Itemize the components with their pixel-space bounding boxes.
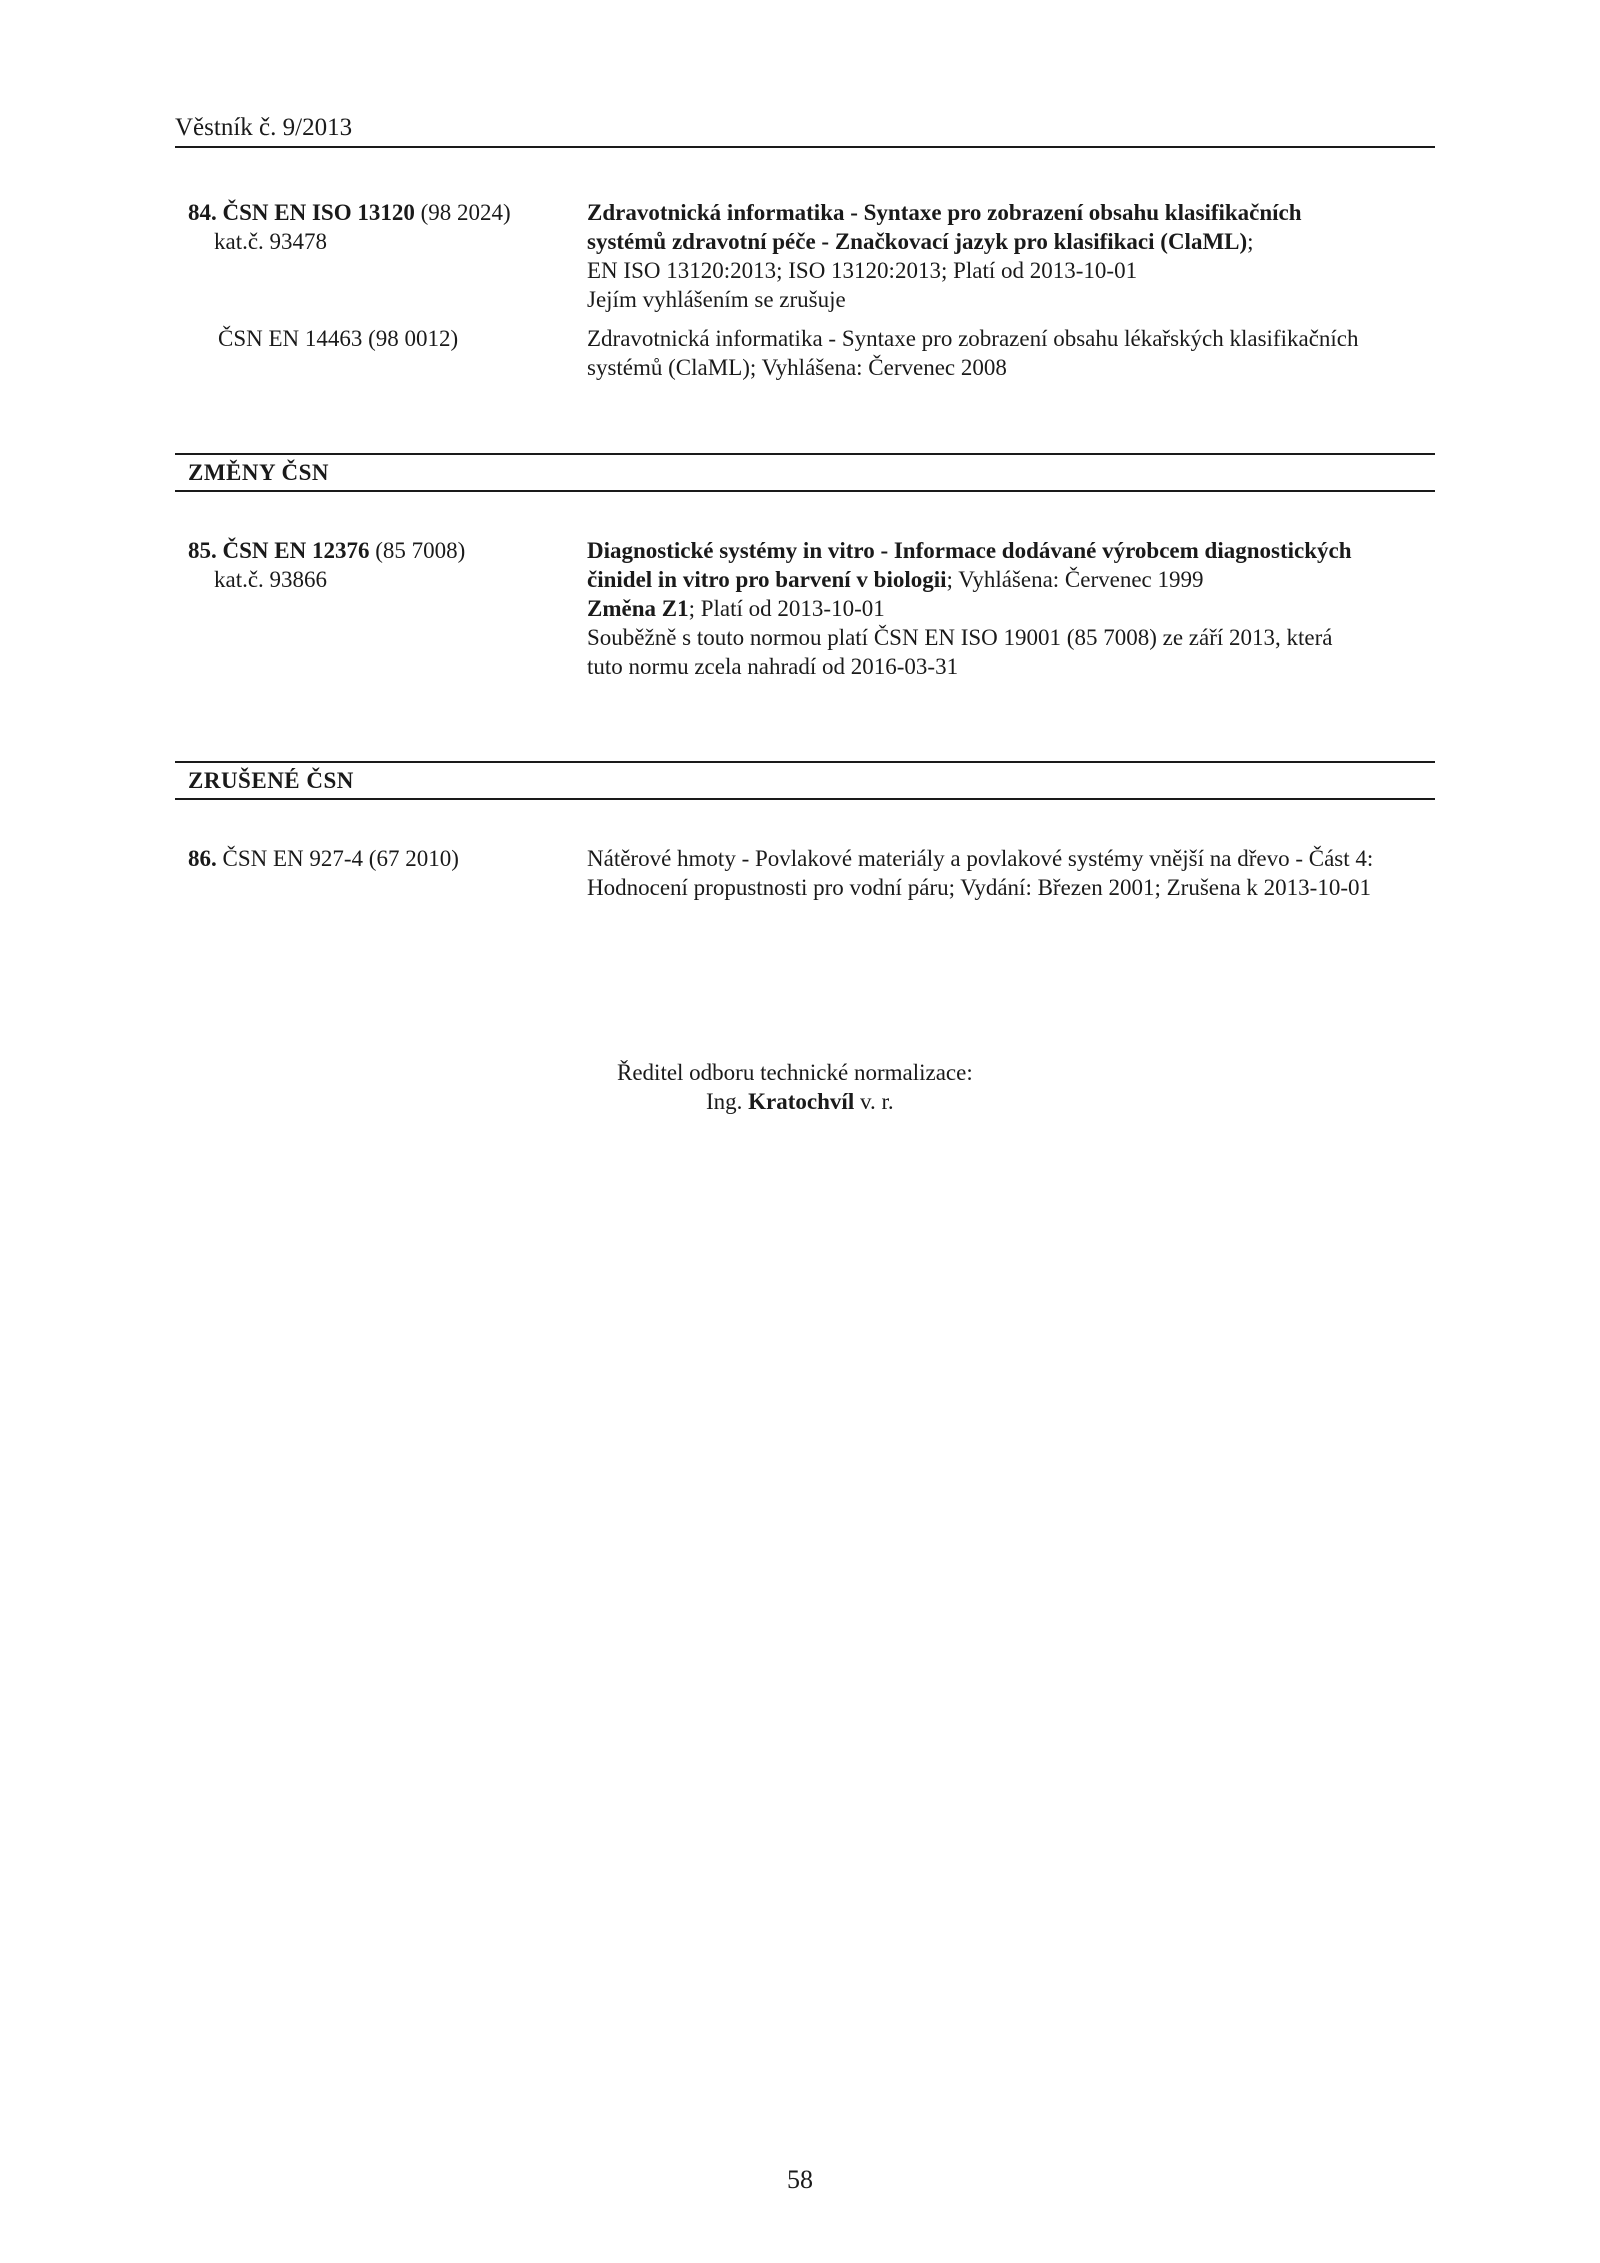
entry-86-code <box>188 844 459 873</box>
standard-code: ČSN EN 927-4 (67 2010) <box>216 846 459 871</box>
signature-prefix: Ing. <box>706 1089 749 1114</box>
section-rule-bottom <box>175 490 1435 492</box>
signature-role: Ředitel odboru technické normalizace: <box>617 1060 973 1085</box>
change-suffix: ; Platí od 2013-10-01 <box>688 596 885 621</box>
page-number: 58 <box>787 2165 813 2194</box>
entry-number: 85. <box>188 538 217 563</box>
class-code: (98 2024) <box>420 200 511 225</box>
entry-85-kat: kat.č. 93866 <box>214 567 328 592</box>
class-code: (85 7008) <box>375 538 466 563</box>
section-heading-changes: ZMĚNY ČSN <box>188 460 330 485</box>
entry-85-code <box>188 536 465 565</box>
entry-84-refs: EN ISO 13120:2013; ISO 13120:2013; Platí od 2013-10-01 <box>587 258 1138 283</box>
header-rule <box>175 146 1435 148</box>
section-rule-top <box>175 761 1435 763</box>
signature-suffix: v. r. <box>854 1089 894 1114</box>
entry-85-change <box>587 594 885 623</box>
standard-code: ČSN EN 12376 <box>222 538 370 563</box>
entry-number: 84. <box>188 200 217 225</box>
entry-84-title-line1: Zdravotnická informatika - Syntaxe pro zobrazení obsahu klasifikačních <box>587 200 1302 225</box>
section-rule-top <box>175 453 1435 455</box>
standard-code: ČSN EN ISO 13120 <box>222 200 415 225</box>
entry-84-cancels-note: Jejím vyhlášením se zrušuje <box>587 287 846 312</box>
entry-85-note-line1: Souběžně s touto normou platí ČSN EN ISO 19001 (85 7008) ze září 2013, která <box>587 625 1333 650</box>
entry-84-kat: kat.č. 93478 <box>214 229 328 254</box>
entry-86-text-line2: Hodnocení propustnosti pro vodní páru; Vydání: Březen 2001; Zrušena k 2013-10-01 <box>587 875 1371 900</box>
entry-86-text-line1: Nátěrové hmoty - Povlakové materiály a povlakové systémy vnější na dřevo - Část 4: <box>587 846 1374 871</box>
title-text: systémů zdravotní péče - Značkovací jazyk pro klasifikaci (ClaML) <box>587 229 1248 254</box>
change-label: Změna Z1 <box>587 596 689 621</box>
entry-85-title-line2 <box>587 565 1204 594</box>
entry-84-code <box>188 198 511 227</box>
cancelled-title-line1: Zdravotnická informatika - Syntaxe pro zobrazení obsahu lékařských klasifikačních <box>587 326 1359 351</box>
section-rule-bottom <box>175 798 1435 800</box>
cancelled-title-line2: systémů (ClaML); Vyhlášena: Červenec 2008 <box>587 355 1007 380</box>
entry-number: 86. <box>188 846 217 871</box>
entry-85-note-line2: tuto normu zcela nahradí od 2016-03-31 <box>587 654 959 679</box>
title-suffix: ; <box>1247 229 1254 254</box>
entry-84-title-line2 <box>587 227 1254 256</box>
title-text: činidel in vitro pro barvení v biologii <box>587 567 947 592</box>
title-suffix: ; Vyhlášena: Červenec 1999 <box>946 567 1204 592</box>
entry-85-title-line1: Diagnostické systémy in vitro - Informace dodávané výrobcem diagnostických <box>587 538 1352 563</box>
cancelled-standard-code: ČSN EN 14463 (98 0012) <box>218 326 459 351</box>
signature-name <box>706 1087 894 1116</box>
signature-surname: Kratochvíl <box>748 1089 855 1114</box>
journal-title: Věstník č. 9/2013 <box>175 114 353 141</box>
section-heading-cancelled: ZRUŠENÉ ČSN <box>188 768 354 793</box>
